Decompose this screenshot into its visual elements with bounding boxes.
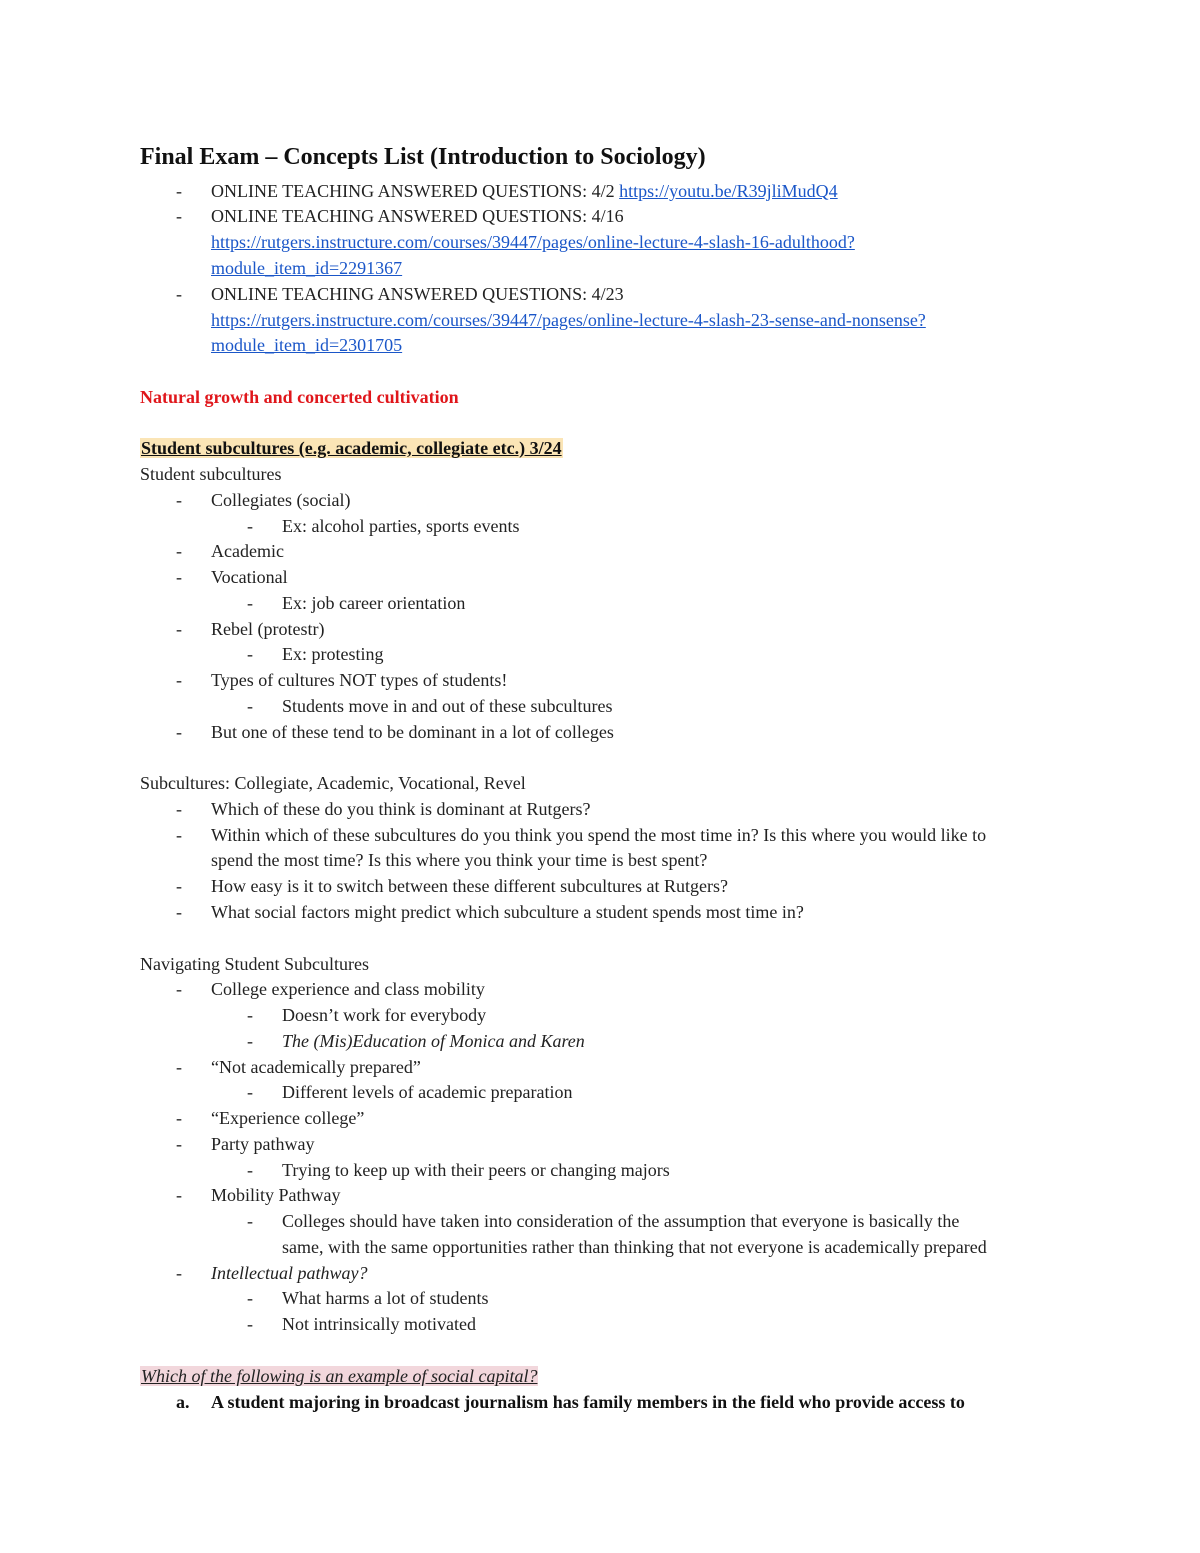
- bullet-dash: -: [176, 284, 182, 304]
- list-subitem: Students move in and out of these subcultures: [282, 696, 613, 716]
- list-item: “Experience college”: [211, 1108, 365, 1128]
- bullet-dash: -: [247, 1082, 253, 1102]
- list-item: Party pathway: [211, 1134, 315, 1154]
- bullet-dash: -: [176, 799, 182, 819]
- list-item-cont: spend the most time? Is this where you think your time is best spent?: [211, 850, 708, 870]
- answer-a-marker: a.: [176, 1392, 190, 1412]
- bullet-dash: -: [176, 670, 182, 690]
- bullet-dash: -: [247, 1160, 253, 1180]
- list-subitem: Doesn’t work for everybody: [282, 1005, 487, 1025]
- list-item: What social factors might predict which subculture a student spends most time in?: [211, 902, 804, 922]
- list-item: College experience and class mobility: [211, 979, 485, 999]
- online-item-3-text: ONLINE TEACHING ANSWERED QUESTIONS: 4/23: [211, 284, 624, 304]
- sec2-intro: Subcultures: Collegiate, Academic, Vocational, Revel: [140, 773, 526, 793]
- list-subitem: Different levels of academic preparation: [282, 1082, 573, 1102]
- question: [140, 1365, 538, 1387]
- bullet-dash: -: [176, 619, 182, 639]
- bullet-dash: -: [176, 490, 182, 510]
- list-item: Intellectual pathway?: [211, 1263, 368, 1283]
- list-subitem: Ex: alcohol parties, sports events: [282, 516, 520, 536]
- answer-a: A student majoring in broadcast journalism has family members in the field who provide access to: [211, 1392, 965, 1412]
- bullet-dash: -: [247, 593, 253, 613]
- list-subitem-book-title: The (Mis)Education of Monica and Karen: [282, 1031, 585, 1051]
- online-item-2-link-cont[interactable]: module_item_id=2291367: [211, 258, 403, 278]
- section-heading-student-subcultures: [140, 437, 563, 459]
- list-item: But one of these tend to be dominant in a lot of colleges: [211, 722, 614, 742]
- list-item: Which of these do you think is dominant at Rutgers?: [211, 799, 591, 819]
- highlighted-heading: Student subcultures (e.g. academic, collegiate etc.) 3/24: [141, 438, 562, 458]
- bullet-dash: -: [247, 1211, 253, 1231]
- sec1-intro: Student subcultures: [140, 464, 282, 484]
- list-subitem: Colleges should have taken into consideration of the assumption that everyone is basically the: [282, 1211, 960, 1231]
- bullet-dash: -: [176, 876, 182, 896]
- bullet-dash: -: [176, 567, 182, 587]
- bullet-dash: -: [176, 541, 182, 561]
- list-subitem-cont: same, with the same opportunities rather than thinking that not everyone is academically prepared: [282, 1237, 987, 1257]
- online-item-1-link[interactable]: https://youtu.be/R39jliMudQ4: [619, 181, 838, 201]
- online-item-1: [211, 180, 838, 202]
- bullet-dash: -: [176, 1263, 182, 1283]
- bullet-dash: -: [176, 825, 182, 845]
- online-item-3-link[interactable]: https://rutgers.instructure.com/courses/39447/pages/online-lecture-4-slash-23-sense-and-nonsense?: [211, 310, 926, 330]
- bullet-dash: -: [176, 1185, 182, 1205]
- list-item: Rebel (protestr): [211, 619, 325, 639]
- list-subitem: Ex: job career orientation: [282, 593, 466, 613]
- online-item-2-text: ONLINE TEACHING ANSWERED QUESTIONS: 4/16: [211, 206, 624, 226]
- bullet-dash: -: [247, 516, 253, 536]
- list-item: “Not academically prepared”: [211, 1057, 421, 1077]
- online-item-1-text: ONLINE TEACHING ANSWERED QUESTIONS: 4/2: [211, 181, 620, 201]
- bullet-dash: -: [176, 979, 182, 999]
- page-title: Final Exam – Concepts List (Introduction to Sociology): [140, 144, 706, 170]
- online-item-3-link-cont[interactable]: module_item_id=2301705: [211, 335, 403, 355]
- section-heading-natural-growth: Natural growth and concerted cultivation: [140, 387, 459, 407]
- bullet-dash: -: [247, 696, 253, 716]
- list-item: How easy is it to switch between these different subcultures at Rutgers?: [211, 876, 729, 896]
- highlighted-question: Which of the following is an example of social capital?: [141, 1366, 538, 1386]
- list-item: Collegiates (social): [211, 490, 351, 510]
- online-item-2-link[interactable]: https://rutgers.instructure.com/courses/39447/pages/online-lecture-4-slash-16-adulthood?: [211, 232, 855, 252]
- bullet-dash: -: [176, 722, 182, 742]
- sec3-intro: Navigating Student Subcultures: [140, 954, 369, 974]
- list-item: Within which of these subcultures do you think you spend the most time in? Is this where you would like to: [211, 825, 987, 845]
- list-subitem: What harms a lot of students: [282, 1288, 489, 1308]
- bullet-dash: -: [176, 1108, 182, 1128]
- list-subitem: Ex: protesting: [282, 644, 384, 664]
- bullet-dash: -: [176, 1134, 182, 1154]
- bullet-dash: -: [176, 1057, 182, 1077]
- bullet-dash: -: [247, 1288, 253, 1308]
- list-item: Vocational: [211, 567, 288, 587]
- list-item: Mobility Pathway: [211, 1185, 341, 1205]
- bullet-dash: -: [176, 181, 182, 201]
- bullet-dash: -: [247, 1314, 253, 1334]
- bullet-dash: -: [176, 206, 182, 226]
- bullet-dash: -: [176, 902, 182, 922]
- list-item: Types of cultures NOT types of students!: [211, 670, 508, 690]
- list-subitem: Trying to keep up with their peers or changing majors: [282, 1160, 670, 1180]
- bullet-dash: -: [247, 1005, 253, 1025]
- list-subitem: Not intrinsically motivated: [282, 1314, 476, 1334]
- bullet-dash: -: [247, 1031, 253, 1051]
- list-item: Academic: [211, 541, 284, 561]
- bullet-dash: -: [247, 644, 253, 664]
